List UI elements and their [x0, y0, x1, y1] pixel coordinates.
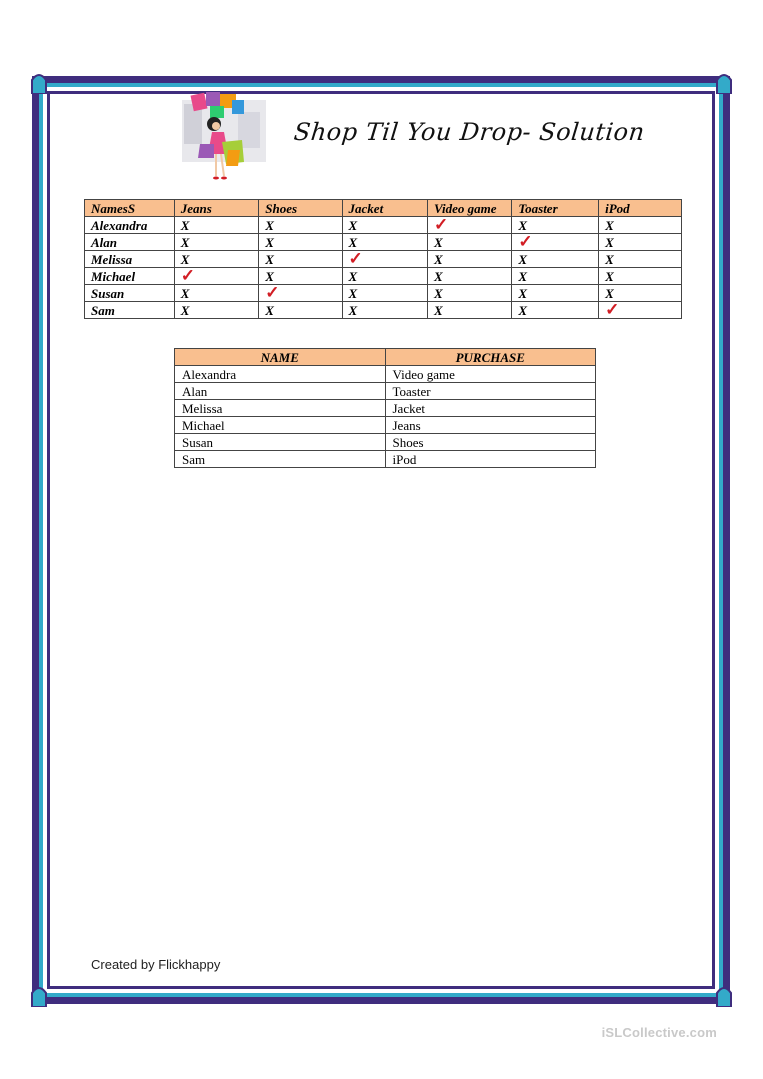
- table-row: [85, 268, 682, 285]
- name-cell: Sam: [175, 451, 386, 468]
- cross-mark: X: [518, 302, 528, 318]
- checkmark-cell: [259, 282, 342, 302]
- cross-mark: X: [265, 268, 274, 284]
- column-header: NAME: [175, 349, 386, 366]
- cross-cell: [259, 217, 342, 234]
- cross-mark: X: [348, 268, 358, 284]
- cross-mark: X: [434, 268, 443, 284]
- corner-ornament-icon: [31, 72, 47, 94]
- table-row: [175, 400, 596, 417]
- checkmark-icon: ✓: [180, 265, 195, 285]
- cross-cell: [259, 234, 342, 251]
- cross-cell: [599, 217, 682, 234]
- purchase-cell: Shoes: [385, 434, 596, 451]
- row-name-cell: Michael: [85, 268, 175, 285]
- table-row: [85, 251, 682, 268]
- name-cell: Susan: [175, 434, 386, 451]
- cross-mark: X: [605, 217, 614, 233]
- cross-mark: X: [434, 234, 443, 250]
- cross-cell: [512, 285, 599, 302]
- table-row: [85, 302, 682, 319]
- column-header: PURCHASE: [385, 349, 596, 366]
- name-cell: Michael: [175, 417, 386, 434]
- shopping-girl-illustration: [176, 92, 268, 182]
- table-row: [85, 217, 682, 234]
- checkmark-icon: ✓: [518, 231, 533, 251]
- checkmark-cell: [512, 231, 599, 251]
- cross-mark: X: [434, 251, 443, 267]
- table-row: [175, 434, 596, 451]
- name-cell: Alan: [175, 383, 386, 400]
- cross-mark: X: [348, 217, 358, 233]
- cross-cell: [428, 268, 512, 285]
- checkmark-icon: ✓: [605, 299, 620, 319]
- purchase-cell: iPod: [385, 451, 596, 468]
- cross-cell: [259, 251, 342, 268]
- column-header: NamesS: [85, 200, 175, 217]
- purchase-cell: Jacket: [385, 400, 596, 417]
- purchase-cell: Video game: [385, 366, 596, 383]
- checkmark-cell: [342, 248, 428, 268]
- table-row: [85, 234, 682, 251]
- cross-mark: X: [265, 217, 274, 233]
- column-header: iPod: [599, 200, 682, 217]
- checkmark-cell: [428, 214, 512, 234]
- row-name-cell: Melissa: [85, 251, 175, 268]
- cross-mark: X: [605, 268, 614, 284]
- logic-grid-table: [84, 199, 682, 319]
- cross-cell: [174, 234, 259, 251]
- cross-mark: X: [265, 234, 274, 250]
- cross-mark: X: [518, 285, 528, 301]
- cross-cell: [259, 302, 342, 319]
- corner-ornament-icon: [716, 985, 732, 1007]
- cross-mark: X: [518, 251, 528, 267]
- cross-mark: X: [348, 302, 358, 318]
- cross-mark: X: [605, 285, 614, 301]
- checkmark-icon: ✓: [265, 282, 280, 302]
- corner-ornament-icon: [31, 985, 47, 1007]
- cross-cell: [512, 302, 599, 319]
- table-row: [85, 285, 682, 302]
- cross-mark: X: [518, 217, 528, 233]
- cross-cell: [512, 251, 599, 268]
- cross-cell: [428, 251, 512, 268]
- purchase-cell: Toaster: [385, 383, 596, 400]
- name-cell: Alexandra: [175, 366, 386, 383]
- column-header: Jacket: [342, 200, 428, 217]
- checkmark-icon: ✓: [348, 248, 363, 268]
- name-cell: Melissa: [175, 400, 386, 417]
- cross-cell: [428, 302, 512, 319]
- cross-cell: [174, 302, 259, 319]
- column-header: Video game: [428, 200, 512, 217]
- cross-cell: [174, 285, 259, 302]
- cross-mark: X: [265, 302, 274, 318]
- row-name-cell: Alexandra: [85, 217, 175, 234]
- cross-mark: X: [180, 285, 190, 301]
- cross-mark: X: [434, 302, 443, 318]
- cross-cell: [342, 268, 428, 285]
- cross-mark: X: [180, 234, 190, 250]
- table-row: [175, 417, 596, 434]
- cross-mark: X: [605, 251, 614, 267]
- cross-mark: X: [348, 234, 358, 250]
- cross-cell: [599, 251, 682, 268]
- column-header: Jeans: [174, 200, 259, 217]
- corner-ornament-icon: [716, 72, 732, 94]
- footer-credit: Created by Flickhappy: [91, 957, 221, 972]
- watermark: iSLCollective.com: [601, 1025, 717, 1040]
- purchase-cell: Jeans: [385, 417, 596, 434]
- table-row: [175, 383, 596, 400]
- cross-mark: X: [180, 251, 190, 267]
- row-name-cell: Sam: [85, 302, 175, 319]
- purchases-table: [174, 348, 596, 468]
- cross-mark: X: [265, 251, 274, 267]
- column-header: Shoes: [259, 200, 342, 217]
- cross-cell: [512, 268, 599, 285]
- cross-mark: X: [434, 285, 443, 301]
- cross-mark: X: [180, 302, 190, 318]
- cross-cell: [428, 285, 512, 302]
- checkmark-cell: [174, 265, 259, 285]
- cross-mark: X: [605, 234, 614, 250]
- cross-cell: [599, 234, 682, 251]
- cross-cell: [174, 217, 259, 234]
- cross-cell: [428, 234, 512, 251]
- cross-cell: [342, 302, 428, 319]
- column-header: Toaster: [512, 200, 599, 217]
- row-name-cell: Susan: [85, 285, 175, 302]
- table-header-row: [175, 349, 596, 366]
- cross-cell: [342, 285, 428, 302]
- checkmark-icon: ✓: [434, 214, 449, 234]
- cross-cell: [599, 268, 682, 285]
- cross-cell: [342, 217, 428, 234]
- row-name-cell: Alan: [85, 234, 175, 251]
- table-row: [175, 451, 596, 468]
- page-title: Shop Til You Drop- Solution: [292, 118, 647, 146]
- cross-mark: X: [180, 217, 190, 233]
- table-header-row: [85, 200, 682, 217]
- cross-mark: X: [348, 285, 358, 301]
- table-row: [175, 366, 596, 383]
- cross-mark: X: [518, 268, 528, 284]
- checkmark-cell: [599, 299, 682, 319]
